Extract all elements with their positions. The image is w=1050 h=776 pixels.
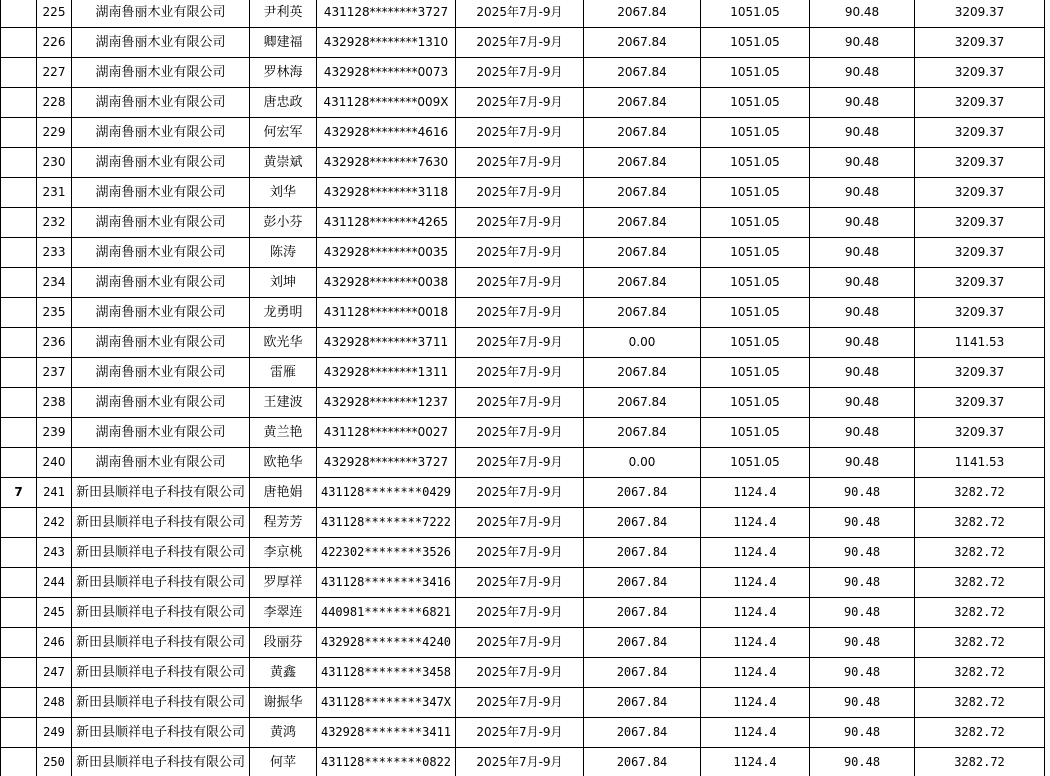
serial-number-cell[interactable]: 240 <box>37 448 72 478</box>
serial-number-cell[interactable]: 227 <box>37 58 72 88</box>
total-amount-cell[interactable]: 3209.37 <box>915 118 1045 148</box>
amount-a-cell[interactable]: 2067.84 <box>584 508 701 538</box>
company-name-cell[interactable]: 湖南鲁丽木业有限公司 <box>72 358 250 388</box>
total-amount-cell[interactable]: 3209.37 <box>915 88 1045 118</box>
amount-c-cell[interactable]: 90.48 <box>810 58 915 88</box>
amount-c-cell[interactable]: 90.48 <box>810 688 915 718</box>
amount-a-cell[interactable]: 2067.84 <box>584 568 701 598</box>
amount-b-cell[interactable]: 1051.05 <box>701 268 810 298</box>
person-name-cell[interactable]: 唐忠政 <box>250 88 317 118</box>
total-amount-cell[interactable]: 3209.37 <box>915 58 1045 88</box>
company-name-cell[interactable]: 新田县顺祥电子科技有限公司 <box>72 628 250 658</box>
table-row <box>1 208 1045 238</box>
period-cell[interactable]: 2025年7月-9月 <box>456 328 584 358</box>
person-name-cell[interactable]: 刘坤 <box>250 268 317 298</box>
company-name-cell[interactable]: 湖南鲁丽木业有限公司 <box>72 148 250 178</box>
company-name-cell[interactable]: 湖南鲁丽木业有限公司 <box>72 118 250 148</box>
amount-c-cell[interactable]: 90.48 <box>810 208 915 238</box>
group-number-cell[interactable] <box>1 238 37 268</box>
total-amount-cell[interactable]: 3209.37 <box>915 358 1045 388</box>
group-number-cell[interactable] <box>1 568 37 598</box>
person-name-cell[interactable]: 程芳芳 <box>250 508 317 538</box>
id-number-cell[interactable]: 431128********3727 <box>317 0 456 28</box>
table-row <box>1 328 1045 358</box>
table-row <box>1 388 1045 418</box>
id-number-cell[interactable]: 431128********7222 <box>317 508 456 538</box>
table-row <box>1 298 1045 328</box>
group-number-cell[interactable] <box>1 718 37 748</box>
serial-number-cell[interactable]: 232 <box>37 208 72 238</box>
table-row <box>1 628 1045 658</box>
group-number-cell[interactable] <box>1 328 37 358</box>
period-cell[interactable]: 2025年7月-9月 <box>456 298 584 328</box>
amount-a-cell[interactable]: 2067.84 <box>584 718 701 748</box>
serial-number-cell[interactable]: 242 <box>37 508 72 538</box>
person-name-cell[interactable]: 段丽芬 <box>250 628 317 658</box>
id-number-cell[interactable]: 432928********3118 <box>317 178 456 208</box>
amount-a-cell[interactable]: 2067.84 <box>584 628 701 658</box>
table-row <box>1 358 1045 388</box>
amount-c-cell[interactable]: 90.48 <box>810 718 915 748</box>
period-cell[interactable]: 2025年7月-9月 <box>456 418 584 448</box>
company-name-cell[interactable]: 湖南鲁丽木业有限公司 <box>72 178 250 208</box>
table-row <box>1 268 1045 298</box>
serial-number-cell[interactable]: 248 <box>37 688 72 718</box>
person-name-cell[interactable]: 欧光华 <box>250 328 317 358</box>
total-amount-cell[interactable]: 3282.72 <box>915 568 1045 598</box>
total-amount-cell[interactable]: 3209.37 <box>915 208 1045 238</box>
table-row <box>1 748 1045 776</box>
period-cell[interactable]: 2025年7月-9月 <box>456 208 584 238</box>
period-cell[interactable]: 2025年7月-9月 <box>456 568 584 598</box>
id-number-cell[interactable]: 432928********1237 <box>317 388 456 418</box>
amount-b-cell[interactable]: 1051.05 <box>701 148 810 178</box>
period-cell[interactable]: 2025年7月-9月 <box>456 148 584 178</box>
table-row <box>1 478 1045 508</box>
id-number-cell[interactable]: 432928********4616 <box>317 118 456 148</box>
id-number-cell[interactable]: 431128********3458 <box>317 658 456 688</box>
serial-number-cell[interactable]: 243 <box>37 538 72 568</box>
total-amount-cell[interactable]: 3209.37 <box>915 178 1045 208</box>
table-row <box>1 598 1045 628</box>
period-cell[interactable]: 2025年7月-9月 <box>456 448 584 478</box>
serial-number-cell[interactable]: 239 <box>37 418 72 448</box>
group-number-cell[interactable] <box>1 688 37 718</box>
total-amount-cell[interactable]: 3209.37 <box>915 28 1045 58</box>
amount-b-cell[interactable]: 1051.05 <box>701 178 810 208</box>
total-amount-cell[interactable]: 3282.72 <box>915 688 1045 718</box>
serial-number-cell[interactable]: 246 <box>37 628 72 658</box>
company-name-cell[interactable]: 新田县顺祥电子科技有限公司 <box>72 718 250 748</box>
person-name-cell[interactable]: 刘华 <box>250 178 317 208</box>
person-name-cell[interactable]: 谢振华 <box>250 688 317 718</box>
period-cell[interactable]: 2025年7月-9月 <box>456 178 584 208</box>
company-name-cell[interactable]: 湖南鲁丽木业有限公司 <box>72 328 250 358</box>
group-number-cell[interactable] <box>1 748 37 776</box>
table-row <box>1 508 1045 538</box>
id-number-cell[interactable]: 432928********0038 <box>317 268 456 298</box>
company-name-cell[interactable]: 湖南鲁丽木业有限公司 <box>72 298 250 328</box>
group-number-cell[interactable] <box>1 0 37 28</box>
company-name-cell[interactable]: 新田县顺祥电子科技有限公司 <box>72 508 250 538</box>
amount-b-cell[interactable]: 1124.4 <box>701 538 810 568</box>
group-number-cell[interactable] <box>1 118 37 148</box>
serial-number-cell[interactable]: 231 <box>37 178 72 208</box>
amount-a-cell[interactable]: 0.00 <box>584 448 701 478</box>
serial-number-cell[interactable]: 247 <box>37 658 72 688</box>
period-cell[interactable]: 2025年7月-9月 <box>456 748 584 776</box>
id-number-cell[interactable]: 431128********4265 <box>317 208 456 238</box>
amount-c-cell[interactable]: 90.48 <box>810 448 915 478</box>
table-row <box>1 538 1045 568</box>
person-name-cell[interactable]: 李京桃 <box>250 538 317 568</box>
amount-b-cell[interactable]: 1124.4 <box>701 718 810 748</box>
person-name-cell[interactable]: 彭小芬 <box>250 208 317 238</box>
period-cell[interactable]: 2025年7月-9月 <box>456 88 584 118</box>
amount-b-cell[interactable]: 1124.4 <box>701 658 810 688</box>
amount-b-cell[interactable]: 1124.4 <box>701 628 810 658</box>
amount-c-cell[interactable]: 90.48 <box>810 478 915 508</box>
amount-c-cell[interactable]: 90.48 <box>810 268 915 298</box>
person-name-cell[interactable]: 黄兰艳 <box>250 418 317 448</box>
id-number-cell[interactable]: 431128********0429 <box>317 478 456 508</box>
total-amount-cell[interactable]: 3282.72 <box>915 538 1045 568</box>
amount-c-cell[interactable]: 90.48 <box>810 0 915 28</box>
total-amount-cell[interactable]: 3282.72 <box>915 628 1045 658</box>
table-body <box>1 0 1045 776</box>
company-name-cell[interactable]: 湖南鲁丽木业有限公司 <box>72 0 250 28</box>
group-number-cell[interactable] <box>1 538 37 568</box>
amount-b-cell[interactable]: 1051.05 <box>701 0 810 28</box>
id-number-cell[interactable]: 431128********0822 <box>317 748 456 776</box>
group-number-cell[interactable] <box>1 28 37 58</box>
amount-b-cell[interactable]: 1051.05 <box>701 88 810 118</box>
amount-c-cell[interactable]: 90.48 <box>810 568 915 598</box>
period-cell[interactable]: 2025年7月-9月 <box>456 718 584 748</box>
amount-a-cell[interactable]: 2067.84 <box>584 28 701 58</box>
id-number-cell[interactable]: 432928********3711 <box>317 328 456 358</box>
period-cell[interactable]: 2025年7月-9月 <box>456 478 584 508</box>
amount-c-cell[interactable]: 90.48 <box>810 358 915 388</box>
group-number-cell[interactable] <box>1 58 37 88</box>
person-name-cell[interactable]: 卿建福 <box>250 28 317 58</box>
table-row <box>1 658 1045 688</box>
amount-b-cell[interactable]: 1124.4 <box>701 688 810 718</box>
amount-c-cell[interactable]: 90.48 <box>810 388 915 418</box>
group-number-cell[interactable] <box>1 628 37 658</box>
total-amount-cell[interactable]: 3209.37 <box>915 298 1045 328</box>
amount-a-cell[interactable]: 2067.84 <box>584 478 701 508</box>
period-cell[interactable]: 2025年7月-9月 <box>456 268 584 298</box>
id-number-cell[interactable]: 440981********6821 <box>317 598 456 628</box>
table-row <box>1 178 1045 208</box>
total-amount-cell[interactable]: 1141.53 <box>915 448 1045 478</box>
id-number-cell[interactable]: 432928********1311 <box>317 358 456 388</box>
amount-a-cell[interactable]: 2067.84 <box>584 268 701 298</box>
amount-a-cell[interactable]: 2067.84 <box>584 418 701 448</box>
amount-b-cell[interactable]: 1124.4 <box>701 748 810 776</box>
id-number-cell[interactable]: 431128********3416 <box>317 568 456 598</box>
amount-b-cell[interactable]: 1051.05 <box>701 388 810 418</box>
company-name-cell[interactable]: 新田县顺祥电子科技有限公司 <box>72 478 250 508</box>
amount-a-cell[interactable]: 2067.84 <box>584 388 701 418</box>
amount-c-cell[interactable]: 90.48 <box>810 328 915 358</box>
total-amount-cell[interactable]: 3209.37 <box>915 148 1045 178</box>
amount-b-cell[interactable]: 1124.4 <box>701 598 810 628</box>
total-amount-cell[interactable]: 3282.72 <box>915 718 1045 748</box>
amount-a-cell[interactable]: 2067.84 <box>584 688 701 718</box>
group-number-cell[interactable] <box>1 388 37 418</box>
amount-c-cell[interactable]: 90.48 <box>810 238 915 268</box>
serial-number-cell[interactable]: 230 <box>37 148 72 178</box>
serial-number-cell[interactable]: 249 <box>37 718 72 748</box>
id-number-cell[interactable]: 422302********3526 <box>317 538 456 568</box>
amount-b-cell[interactable]: 1051.05 <box>701 28 810 58</box>
amount-c-cell[interactable]: 90.48 <box>810 118 915 148</box>
group-number-cell[interactable]: 7 <box>1 478 37 508</box>
person-name-cell[interactable]: 黄鑫 <box>250 658 317 688</box>
company-name-cell[interactable]: 新田县顺祥电子科技有限公司 <box>72 538 250 568</box>
group-number-cell[interactable] <box>1 448 37 478</box>
period-cell[interactable]: 2025年7月-9月 <box>456 358 584 388</box>
amount-a-cell[interactable]: 2067.84 <box>584 538 701 568</box>
amount-a-cell[interactable]: 0.00 <box>584 328 701 358</box>
serial-number-cell[interactable]: 226 <box>37 28 72 58</box>
amount-a-cell[interactable]: 2067.84 <box>584 88 701 118</box>
id-number-cell[interactable]: 431128********0018 <box>317 298 456 328</box>
serial-number-cell[interactable]: 235 <box>37 298 72 328</box>
amount-a-cell[interactable]: 2067.84 <box>584 598 701 628</box>
table-row <box>1 148 1045 178</box>
amount-c-cell[interactable]: 90.48 <box>810 88 915 118</box>
id-number-cell[interactable]: 432928********7630 <box>317 148 456 178</box>
period-cell[interactable]: 2025年7月-9月 <box>456 508 584 538</box>
person-name-cell[interactable]: 尹利英 <box>250 0 317 28</box>
amount-b-cell[interactable]: 1051.05 <box>701 58 810 88</box>
group-number-cell[interactable] <box>1 208 37 238</box>
amount-c-cell[interactable]: 90.48 <box>810 538 915 568</box>
period-cell[interactable]: 2025年7月-9月 <box>456 238 584 268</box>
period-cell[interactable]: 2025年7月-9月 <box>456 598 584 628</box>
period-cell[interactable]: 2025年7月-9月 <box>456 118 584 148</box>
group-number-cell[interactable] <box>1 298 37 328</box>
group-number-cell[interactable] <box>1 268 37 298</box>
amount-c-cell[interactable]: 90.48 <box>810 28 915 58</box>
company-name-cell[interactable]: 湖南鲁丽木业有限公司 <box>72 58 250 88</box>
group-number-cell[interactable] <box>1 358 37 388</box>
person-name-cell[interactable]: 王建波 <box>250 388 317 418</box>
amount-c-cell[interactable]: 90.48 <box>810 298 915 328</box>
amount-b-cell[interactable]: 1124.4 <box>701 568 810 598</box>
company-name-cell[interactable]: 湖南鲁丽木业有限公司 <box>72 28 250 58</box>
amount-b-cell[interactable]: 1051.05 <box>701 358 810 388</box>
table-row <box>1 58 1045 88</box>
id-number-cell[interactable]: 432928********4240 <box>317 628 456 658</box>
serial-number-cell[interactable]: 244 <box>37 568 72 598</box>
id-number-cell[interactable]: 431128********009X <box>317 88 456 118</box>
company-name-cell[interactable]: 新田县顺祥电子科技有限公司 <box>72 598 250 628</box>
id-number-cell[interactable]: 432928********0035 <box>317 238 456 268</box>
person-name-cell[interactable]: 罗林海 <box>250 58 317 88</box>
person-name-cell[interactable]: 李翠连 <box>250 598 317 628</box>
total-amount-cell[interactable]: 3209.37 <box>915 238 1045 268</box>
group-number-cell[interactable] <box>1 88 37 118</box>
period-cell[interactable]: 2025年7月-9月 <box>456 628 584 658</box>
amount-c-cell[interactable]: 90.48 <box>810 148 915 178</box>
serial-number-cell[interactable]: 228 <box>37 88 72 118</box>
company-name-cell[interactable]: 湖南鲁丽木业有限公司 <box>72 388 250 418</box>
amount-a-cell[interactable]: 2067.84 <box>584 58 701 88</box>
person-name-cell[interactable]: 罗厚祥 <box>250 568 317 598</box>
amount-a-cell[interactable]: 2067.84 <box>584 178 701 208</box>
amount-b-cell[interactable]: 1051.05 <box>701 448 810 478</box>
total-amount-cell[interactable]: 3282.72 <box>915 478 1045 508</box>
person-name-cell[interactable]: 黄崇斌 <box>250 148 317 178</box>
amount-b-cell[interactable]: 1124.4 <box>701 508 810 538</box>
amount-b-cell[interactable]: 1051.05 <box>701 328 810 358</box>
table-row <box>1 238 1045 268</box>
table-row <box>1 568 1045 598</box>
amount-b-cell[interactable]: 1051.05 <box>701 238 810 268</box>
total-amount-cell[interactable]: 3209.37 <box>915 388 1045 418</box>
amount-b-cell[interactable]: 1051.05 <box>701 118 810 148</box>
id-number-cell[interactable]: 432928********1310 <box>317 28 456 58</box>
period-cell[interactable]: 2025年7月-9月 <box>456 388 584 418</box>
group-number-cell[interactable] <box>1 178 37 208</box>
total-amount-cell[interactable]: 3209.37 <box>915 418 1045 448</box>
amount-b-cell[interactable]: 1051.05 <box>701 418 810 448</box>
person-name-cell[interactable]: 黄鸿 <box>250 718 317 748</box>
serial-number-cell[interactable]: 236 <box>37 328 72 358</box>
id-number-cell[interactable]: 431128********347X <box>317 688 456 718</box>
person-name-cell[interactable]: 陈涛 <box>250 238 317 268</box>
total-amount-cell[interactable]: 3282.72 <box>915 598 1045 628</box>
person-name-cell[interactable]: 欧艳华 <box>250 448 317 478</box>
company-name-cell[interactable]: 新田县顺祥电子科技有限公司 <box>72 658 250 688</box>
id-number-cell[interactable]: 432928********3411 <box>317 718 456 748</box>
serial-number-cell[interactable]: 233 <box>37 238 72 268</box>
id-number-cell[interactable]: 432928********3727 <box>317 448 456 478</box>
person-name-cell[interactable]: 唐艳娟 <box>250 478 317 508</box>
serial-number-cell[interactable]: 225 <box>37 0 72 28</box>
total-amount-cell[interactable]: 3209.37 <box>915 0 1045 28</box>
period-cell[interactable]: 2025年7月-9月 <box>456 58 584 88</box>
amount-c-cell[interactable]: 90.48 <box>810 178 915 208</box>
period-cell[interactable]: 2025年7月-9月 <box>456 538 584 568</box>
amount-c-cell[interactable]: 90.48 <box>810 628 915 658</box>
amount-a-cell[interactable]: 2067.84 <box>584 658 701 688</box>
serial-number-cell[interactable]: 237 <box>37 358 72 388</box>
total-amount-cell[interactable]: 1141.53 <box>915 328 1045 358</box>
amount-c-cell[interactable]: 90.48 <box>810 418 915 448</box>
total-amount-cell[interactable]: 3209.37 <box>915 268 1045 298</box>
serial-number-cell[interactable]: 241 <box>37 478 72 508</box>
company-name-cell[interactable]: 湖南鲁丽木业有限公司 <box>72 268 250 298</box>
company-name-cell[interactable]: 湖南鲁丽木业有限公司 <box>72 208 250 238</box>
period-cell[interactable]: 2025年7月-9月 <box>456 688 584 718</box>
amount-a-cell[interactable]: 2067.84 <box>584 208 701 238</box>
serial-number-cell[interactable]: 245 <box>37 598 72 628</box>
amount-c-cell[interactable]: 90.48 <box>810 658 915 688</box>
serial-number-cell[interactable]: 229 <box>37 118 72 148</box>
table-row <box>1 688 1045 718</box>
period-cell[interactable]: 2025年7月-9月 <box>456 0 584 28</box>
serial-number-cell[interactable]: 234 <box>37 268 72 298</box>
total-amount-cell[interactable]: 3282.72 <box>915 658 1045 688</box>
group-number-cell[interactable] <box>1 418 37 448</box>
period-cell[interactable]: 2025年7月-9月 <box>456 658 584 688</box>
amount-a-cell[interactable]: 2067.84 <box>584 0 701 28</box>
amount-a-cell[interactable]: 2067.84 <box>584 148 701 178</box>
amount-a-cell[interactable]: 2067.84 <box>584 298 701 328</box>
company-name-cell[interactable]: 湖南鲁丽木业有限公司 <box>72 238 250 268</box>
company-name-cell[interactable]: 新田县顺祥电子科技有限公司 <box>72 748 250 776</box>
serial-number-cell[interactable]: 238 <box>37 388 72 418</box>
company-name-cell[interactable]: 湖南鲁丽木业有限公司 <box>72 418 250 448</box>
amount-a-cell[interactable]: 2067.84 <box>584 358 701 388</box>
amount-a-cell[interactable]: 2067.84 <box>584 748 701 776</box>
table-row <box>1 118 1045 148</box>
company-name-cell[interactable]: 湖南鲁丽木业有限公司 <box>72 88 250 118</box>
table-row <box>1 0 1045 28</box>
table-row <box>1 418 1045 448</box>
table-row <box>1 448 1045 478</box>
group-number-cell[interactable] <box>1 148 37 178</box>
table-row <box>1 28 1045 58</box>
amount-c-cell[interactable]: 90.48 <box>810 508 915 538</box>
amount-a-cell[interactable]: 2067.84 <box>584 238 701 268</box>
amount-b-cell[interactable]: 1051.05 <box>701 208 810 238</box>
group-number-cell[interactable] <box>1 658 37 688</box>
person-name-cell[interactable]: 何宏军 <box>250 118 317 148</box>
company-name-cell[interactable]: 新田县顺祥电子科技有限公司 <box>72 688 250 718</box>
period-cell[interactable]: 2025年7月-9月 <box>456 28 584 58</box>
total-amount-cell[interactable]: 3282.72 <box>915 508 1045 538</box>
person-name-cell[interactable]: 何苹 <box>250 748 317 776</box>
company-name-cell[interactable]: 新田县顺祥电子科技有限公司 <box>72 568 250 598</box>
amount-b-cell[interactable]: 1124.4 <box>701 478 810 508</box>
person-name-cell[interactable]: 龙勇明 <box>250 298 317 328</box>
group-number-cell[interactable] <box>1 508 37 538</box>
amount-b-cell[interactable]: 1051.05 <box>701 298 810 328</box>
amount-c-cell[interactable]: 90.48 <box>810 598 915 628</box>
company-name-cell[interactable]: 湖南鲁丽木业有限公司 <box>72 448 250 478</box>
serial-number-cell[interactable]: 250 <box>37 748 72 776</box>
table-row <box>1 88 1045 118</box>
amount-a-cell[interactable]: 2067.84 <box>584 118 701 148</box>
amount-c-cell[interactable]: 90.48 <box>810 748 915 776</box>
table-row <box>1 718 1045 748</box>
total-amount-cell[interactable]: 3282.72 <box>915 748 1045 776</box>
group-number-cell[interactable] <box>1 598 37 628</box>
person-name-cell[interactable]: 雷雁 <box>250 358 317 388</box>
id-number-cell[interactable]: 432928********0073 <box>317 58 456 88</box>
id-number-cell[interactable]: 431128********0027 <box>317 418 456 448</box>
